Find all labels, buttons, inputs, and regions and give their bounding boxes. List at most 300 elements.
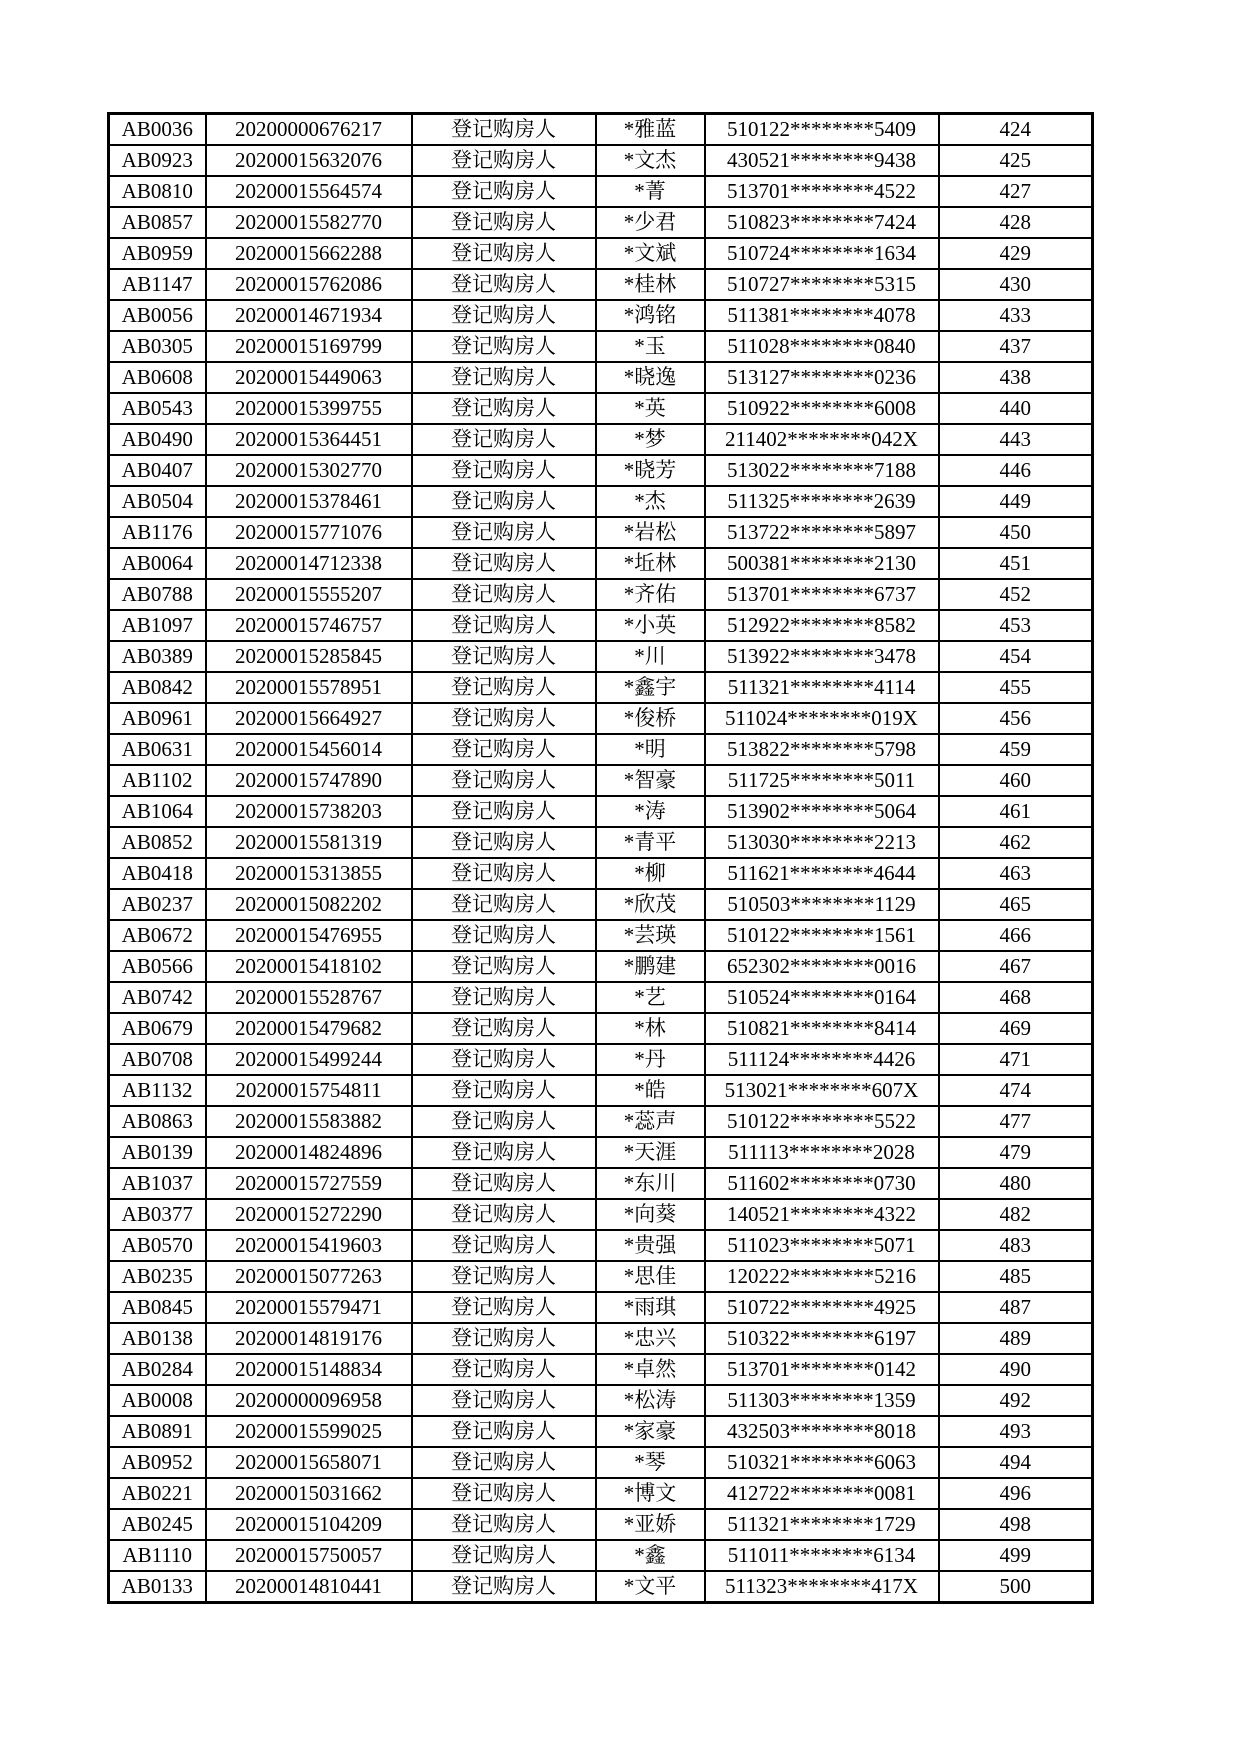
cell-masked-name: *芸瑛 <box>596 920 705 951</box>
cell-registration-number: 20200015364451 <box>206 424 412 455</box>
cell-sequence-number: 492 <box>939 1385 1093 1416</box>
table-row <box>109 176 1093 207</box>
cell-sequence-number: 500 <box>939 1571 1093 1603</box>
cell-role-label: 登记购房人 <box>412 176 596 207</box>
table-row <box>109 1571 1093 1603</box>
cell-sequence-number: 468 <box>939 982 1093 1013</box>
cell-applicant-code: AB0139 <box>109 1137 206 1168</box>
cell-registration-number: 20200015499244 <box>206 1044 412 1075</box>
cell-masked-name: *贵强 <box>596 1230 705 1261</box>
buyer-registration-table <box>107 112 1094 1604</box>
cell-applicant-code: AB0138 <box>109 1323 206 1354</box>
table-row <box>109 1168 1093 1199</box>
cell-role-label: 登记购房人 <box>412 889 596 920</box>
table-row <box>109 579 1093 610</box>
cell-masked-name: *鹏建 <box>596 951 705 982</box>
cell-masked-name: *文斌 <box>596 238 705 269</box>
cell-masked-id-number: 511325********2639 <box>705 486 939 517</box>
cell-role-label: 登记购房人 <box>412 1354 596 1385</box>
cell-applicant-code: AB0133 <box>109 1571 206 1603</box>
cell-masked-id-number: 511024********019X <box>705 703 939 734</box>
cell-masked-name: *雅蓝 <box>596 114 705 146</box>
cell-masked-name: *晓逸 <box>596 362 705 393</box>
cell-applicant-code: AB1097 <box>109 610 206 641</box>
cell-sequence-number: 443 <box>939 424 1093 455</box>
table-row <box>109 1354 1093 1385</box>
cell-applicant-code: AB1110 <box>109 1540 206 1571</box>
cell-role-label: 登记购房人 <box>412 765 596 796</box>
cell-role-label: 登记购房人 <box>412 1416 596 1447</box>
table-row <box>109 1478 1093 1509</box>
cell-applicant-code: AB0407 <box>109 455 206 486</box>
cell-sequence-number: 493 <box>939 1416 1093 1447</box>
table-row <box>109 858 1093 889</box>
cell-sequence-number: 463 <box>939 858 1093 889</box>
cell-masked-name: *欣茂 <box>596 889 705 920</box>
cell-applicant-code: AB0221 <box>109 1478 206 1509</box>
cell-masked-name: *鸿铭 <box>596 300 705 331</box>
cell-applicant-code: AB0679 <box>109 1013 206 1044</box>
cell-masked-id-number: 510821********8414 <box>705 1013 939 1044</box>
table-row <box>109 114 1093 146</box>
cell-masked-id-number: 513922********3478 <box>705 641 939 672</box>
cell-role-label: 登记购房人 <box>412 455 596 486</box>
cell-masked-id-number: 510122********5409 <box>705 114 939 146</box>
cell-sequence-number: 487 <box>939 1292 1093 1323</box>
cell-role-label: 登记购房人 <box>412 920 596 951</box>
cell-applicant-code: AB0857 <box>109 207 206 238</box>
cell-applicant-code: AB1147 <box>109 269 206 300</box>
cell-masked-name: *向葵 <box>596 1199 705 1230</box>
cell-registration-number: 20200015313855 <box>206 858 412 889</box>
cell-applicant-code: AB0845 <box>109 1292 206 1323</box>
cell-registration-number: 20200015662288 <box>206 238 412 269</box>
cell-sequence-number: 427 <box>939 176 1093 207</box>
cell-applicant-code: AB0961 <box>109 703 206 734</box>
cell-sequence-number: 455 <box>939 672 1093 703</box>
cell-applicant-code: AB0245 <box>109 1509 206 1540</box>
cell-role-label: 登记购房人 <box>412 1478 596 1509</box>
cell-registration-number: 20200015148834 <box>206 1354 412 1385</box>
cell-applicant-code: AB0842 <box>109 672 206 703</box>
cell-applicant-code: AB1132 <box>109 1075 206 1106</box>
cell-role-label: 登记购房人 <box>412 1044 596 1075</box>
cell-sequence-number: 498 <box>939 1509 1093 1540</box>
cell-role-label: 登记购房人 <box>412 548 596 579</box>
cell-masked-id-number: 513127********0236 <box>705 362 939 393</box>
cell-masked-id-number: 412722********0081 <box>705 1478 939 1509</box>
table-row <box>109 238 1093 269</box>
cell-masked-id-number: 511113********2028 <box>705 1137 939 1168</box>
cell-masked-id-number: 652302********0016 <box>705 951 939 982</box>
table-row <box>109 734 1093 765</box>
cell-registration-number: 20200015169799 <box>206 331 412 362</box>
cell-role-label: 登记购房人 <box>412 703 596 734</box>
cell-sequence-number: 482 <box>939 1199 1093 1230</box>
cell-applicant-code: AB1064 <box>109 796 206 827</box>
cell-masked-name: *菁 <box>596 176 705 207</box>
cell-registration-number: 20200000676217 <box>206 114 412 146</box>
table-row <box>109 827 1093 858</box>
cell-masked-name: *卓然 <box>596 1354 705 1385</box>
cell-applicant-code: AB0305 <box>109 331 206 362</box>
cell-masked-id-number: 510122********5522 <box>705 1106 939 1137</box>
table-row <box>109 517 1093 548</box>
cell-role-label: 登记购房人 <box>412 517 596 548</box>
cell-registration-number: 20200014712338 <box>206 548 412 579</box>
cell-masked-id-number: 513030********2213 <box>705 827 939 858</box>
cell-registration-number: 20200015528767 <box>206 982 412 1013</box>
cell-role-label: 登记购房人 <box>412 1323 596 1354</box>
cell-masked-name: *雨琪 <box>596 1292 705 1323</box>
cell-sequence-number: 483 <box>939 1230 1093 1261</box>
cell-masked-name: *艺 <box>596 982 705 1013</box>
table-row <box>109 1447 1093 1478</box>
cell-registration-number: 20200015479682 <box>206 1013 412 1044</box>
cell-sequence-number: 471 <box>939 1044 1093 1075</box>
table-row <box>109 920 1093 951</box>
cell-registration-number: 20200015582770 <box>206 207 412 238</box>
cell-masked-id-number: 511621********4644 <box>705 858 939 889</box>
cell-masked-name: *齐佑 <box>596 579 705 610</box>
cell-masked-name: *英 <box>596 393 705 424</box>
table-row <box>109 362 1093 393</box>
cell-applicant-code: AB0952 <box>109 1447 206 1478</box>
cell-masked-id-number: 511321********1729 <box>705 1509 939 1540</box>
cell-role-label: 登记购房人 <box>412 424 596 455</box>
cell-registration-number: 20200015579471 <box>206 1292 412 1323</box>
cell-registration-number: 20200015578951 <box>206 672 412 703</box>
table-row <box>109 269 1093 300</box>
cell-applicant-code: AB0708 <box>109 1044 206 1075</box>
cell-registration-number: 20200015762086 <box>206 269 412 300</box>
cell-masked-name: *智豪 <box>596 765 705 796</box>
cell-registration-number: 20200015456014 <box>206 734 412 765</box>
cell-sequence-number: 469 <box>939 1013 1093 1044</box>
cell-role-label: 登记购房人 <box>412 827 596 858</box>
cell-role-label: 登记购房人 <box>412 1540 596 1571</box>
cell-masked-name: *博文 <box>596 1478 705 1509</box>
cell-masked-id-number: 511303********1359 <box>705 1385 939 1416</box>
cell-sequence-number: 430 <box>939 269 1093 300</box>
cell-sequence-number: 450 <box>939 517 1093 548</box>
cell-applicant-code: AB0504 <box>109 486 206 517</box>
cell-sequence-number: 465 <box>939 889 1093 920</box>
cell-applicant-code: AB1102 <box>109 765 206 796</box>
cell-role-label: 登记购房人 <box>412 393 596 424</box>
cell-role-label: 登记购房人 <box>412 1230 596 1261</box>
cell-registration-number: 20200015750057 <box>206 1540 412 1571</box>
cell-applicant-code: AB1037 <box>109 1168 206 1199</box>
cell-masked-name: *鑫 <box>596 1540 705 1571</box>
cell-applicant-code: AB0418 <box>109 858 206 889</box>
cell-sequence-number: 433 <box>939 300 1093 331</box>
cell-sequence-number: 496 <box>939 1478 1093 1509</box>
cell-registration-number: 20200015077263 <box>206 1261 412 1292</box>
cell-masked-id-number: 510922********6008 <box>705 393 939 424</box>
cell-role-label: 登记购房人 <box>412 982 596 1013</box>
table-row <box>109 1013 1093 1044</box>
cell-sequence-number: 451 <box>939 548 1093 579</box>
cell-masked-id-number: 510722********4925 <box>705 1292 939 1323</box>
cell-masked-id-number: 511381********4078 <box>705 300 939 331</box>
cell-role-label: 登记购房人 <box>412 269 596 300</box>
cell-registration-number: 20200014810441 <box>206 1571 412 1603</box>
cell-applicant-code: AB0543 <box>109 393 206 424</box>
cell-masked-id-number: 513701********6737 <box>705 579 939 610</box>
cell-role-label: 登记购房人 <box>412 858 596 889</box>
cell-sequence-number: 479 <box>939 1137 1093 1168</box>
cell-masked-id-number: 511725********5011 <box>705 765 939 796</box>
cell-masked-name: *松涛 <box>596 1385 705 1416</box>
cell-masked-name: *明 <box>596 734 705 765</box>
cell-masked-id-number: 513722********5897 <box>705 517 939 548</box>
table-row <box>109 796 1093 827</box>
cell-applicant-code: AB0959 <box>109 238 206 269</box>
cell-masked-id-number: 511011********6134 <box>705 1540 939 1571</box>
cell-applicant-code: AB0235 <box>109 1261 206 1292</box>
cell-masked-name: *少君 <box>596 207 705 238</box>
cell-sequence-number: 446 <box>939 455 1093 486</box>
table-row <box>109 1385 1093 1416</box>
cell-sequence-number: 489 <box>939 1323 1093 1354</box>
cell-masked-id-number: 211402********042X <box>705 424 939 455</box>
cell-applicant-code: AB0008 <box>109 1385 206 1416</box>
table-row <box>109 1323 1093 1354</box>
cell-registration-number: 20200015746757 <box>206 610 412 641</box>
cell-masked-name: *坵林 <box>596 548 705 579</box>
cell-masked-name: *青平 <box>596 827 705 858</box>
cell-applicant-code: AB0923 <box>109 145 206 176</box>
cell-masked-name: *思佳 <box>596 1261 705 1292</box>
cell-masked-name: *柳 <box>596 858 705 889</box>
cell-applicant-code: AB0742 <box>109 982 206 1013</box>
cell-masked-name: *川 <box>596 641 705 672</box>
cell-masked-id-number: 510321********6063 <box>705 1447 939 1478</box>
cell-masked-name: *桂林 <box>596 269 705 300</box>
cell-applicant-code: AB0566 <box>109 951 206 982</box>
cell-masked-id-number: 512922********8582 <box>705 610 939 641</box>
table-body <box>109 114 1093 1603</box>
cell-masked-id-number: 511023********5071 <box>705 1230 939 1261</box>
cell-role-label: 登记购房人 <box>412 734 596 765</box>
table-row <box>109 1044 1093 1075</box>
cell-masked-id-number: 500381********2130 <box>705 548 939 579</box>
table-row <box>109 1540 1093 1571</box>
cell-masked-id-number: 430521********9438 <box>705 145 939 176</box>
cell-registration-number: 20200015581319 <box>206 827 412 858</box>
cell-registration-number: 20200015285845 <box>206 641 412 672</box>
cell-registration-number: 20200015583882 <box>206 1106 412 1137</box>
table-row <box>109 1199 1093 1230</box>
table-row <box>109 455 1093 486</box>
cell-applicant-code: AB0608 <box>109 362 206 393</box>
cell-sequence-number: 454 <box>939 641 1093 672</box>
cell-registration-number: 20200015419603 <box>206 1230 412 1261</box>
cell-applicant-code: AB0056 <box>109 300 206 331</box>
cell-masked-name: *小英 <box>596 610 705 641</box>
cell-masked-name: *文杰 <box>596 145 705 176</box>
cell-masked-id-number: 510322********6197 <box>705 1323 939 1354</box>
cell-registration-number: 20200015727559 <box>206 1168 412 1199</box>
cell-masked-name: *俊桥 <box>596 703 705 734</box>
cell-role-label: 登记购房人 <box>412 641 596 672</box>
table-row <box>109 703 1093 734</box>
cell-sequence-number: 485 <box>939 1261 1093 1292</box>
cell-masked-name: *皓 <box>596 1075 705 1106</box>
cell-masked-id-number: 432503********8018 <box>705 1416 939 1447</box>
cell-masked-id-number: 511321********4114 <box>705 672 939 703</box>
table-row <box>109 951 1093 982</box>
cell-registration-number: 20200015564574 <box>206 176 412 207</box>
cell-masked-id-number: 510122********1561 <box>705 920 939 951</box>
cell-masked-id-number: 510823********7424 <box>705 207 939 238</box>
cell-registration-number: 20200015664927 <box>206 703 412 734</box>
cell-applicant-code: AB0891 <box>109 1416 206 1447</box>
cell-applicant-code: AB0284 <box>109 1354 206 1385</box>
cell-applicant-code: AB0863 <box>109 1106 206 1137</box>
cell-sequence-number: 477 <box>939 1106 1093 1137</box>
cell-masked-name: *鑫宇 <box>596 672 705 703</box>
cell-role-label: 登记购房人 <box>412 1447 596 1478</box>
cell-sequence-number: 453 <box>939 610 1093 641</box>
cell-registration-number: 20200015031662 <box>206 1478 412 1509</box>
cell-sequence-number: 425 <box>939 145 1093 176</box>
cell-masked-name: *杰 <box>596 486 705 517</box>
cell-role-label: 登记购房人 <box>412 610 596 641</box>
table-row <box>109 1106 1093 1137</box>
table-row <box>109 1292 1093 1323</box>
cell-applicant-code: AB0852 <box>109 827 206 858</box>
cell-role-label: 登记购房人 <box>412 1261 596 1292</box>
table-row <box>109 1416 1093 1447</box>
cell-applicant-code: AB1176 <box>109 517 206 548</box>
cell-registration-number: 20200015104209 <box>206 1509 412 1540</box>
cell-registration-number: 20200015418102 <box>206 951 412 982</box>
cell-role-label: 登记购房人 <box>412 114 596 146</box>
cell-registration-number: 20200014819176 <box>206 1323 412 1354</box>
cell-sequence-number: 460 <box>939 765 1093 796</box>
cell-masked-name: *东川 <box>596 1168 705 1199</box>
cell-masked-name: *亚娇 <box>596 1509 705 1540</box>
cell-masked-id-number: 510724********1634 <box>705 238 939 269</box>
cell-sequence-number: 467 <box>939 951 1093 982</box>
cell-role-label: 登记购房人 <box>412 1509 596 1540</box>
table-row <box>109 1261 1093 1292</box>
cell-role-label: 登记购房人 <box>412 145 596 176</box>
table-row <box>109 1137 1093 1168</box>
table-row <box>109 610 1093 641</box>
cell-sequence-number: 490 <box>939 1354 1093 1385</box>
cell-applicant-code: AB0377 <box>109 1199 206 1230</box>
cell-sequence-number: 440 <box>939 393 1093 424</box>
cell-masked-id-number: 513021********607X <box>705 1075 939 1106</box>
table-row <box>109 486 1093 517</box>
cell-masked-name: *文平 <box>596 1571 705 1603</box>
cell-role-label: 登记购房人 <box>412 672 596 703</box>
cell-masked-name: *玉 <box>596 331 705 362</box>
cell-sequence-number: 466 <box>939 920 1093 951</box>
cell-registration-number: 20200015302770 <box>206 455 412 486</box>
cell-role-label: 登记购房人 <box>412 238 596 269</box>
cell-sequence-number: 459 <box>939 734 1093 765</box>
cell-sequence-number: 499 <box>939 1540 1093 1571</box>
table-row <box>109 1075 1093 1106</box>
cell-masked-id-number: 513822********5798 <box>705 734 939 765</box>
table-row <box>109 145 1093 176</box>
cell-registration-number: 20200015378461 <box>206 486 412 517</box>
cell-registration-number: 20200015754811 <box>206 1075 412 1106</box>
cell-masked-name: *丹 <box>596 1044 705 1075</box>
cell-masked-id-number: 511602********0730 <box>705 1168 939 1199</box>
cell-registration-number: 20200015476955 <box>206 920 412 951</box>
cell-masked-id-number: 513701********4522 <box>705 176 939 207</box>
cell-role-label: 登记购房人 <box>412 1106 596 1137</box>
cell-registration-number: 20200015449063 <box>206 362 412 393</box>
table-row <box>109 548 1093 579</box>
table-row <box>109 424 1093 455</box>
cell-sequence-number: 461 <box>939 796 1093 827</box>
cell-registration-number: 20200015272290 <box>206 1199 412 1230</box>
cell-registration-number: 20200015771076 <box>206 517 412 548</box>
cell-role-label: 登记购房人 <box>412 362 596 393</box>
cell-masked-id-number: 513022********7188 <box>705 455 939 486</box>
table-row <box>109 207 1093 238</box>
cell-sequence-number: 452 <box>939 579 1093 610</box>
cell-masked-id-number: 510727********5315 <box>705 269 939 300</box>
cell-registration-number: 20200015082202 <box>206 889 412 920</box>
cell-role-label: 登记购房人 <box>412 951 596 982</box>
cell-masked-name: *林 <box>596 1013 705 1044</box>
cell-registration-number: 20200015658071 <box>206 1447 412 1478</box>
cell-sequence-number: 449 <box>939 486 1093 517</box>
cell-sequence-number: 428 <box>939 207 1093 238</box>
table-row <box>109 331 1093 362</box>
cell-applicant-code: AB0672 <box>109 920 206 951</box>
cell-masked-id-number: 510503********1129 <box>705 889 939 920</box>
table-row <box>109 300 1093 331</box>
cell-role-label: 登记购房人 <box>412 1075 596 1106</box>
cell-applicant-code: AB0237 <box>109 889 206 920</box>
cell-masked-id-number: 511323********417X <box>705 1571 939 1603</box>
cell-registration-number: 20200015599025 <box>206 1416 412 1447</box>
cell-registration-number: 20200000096958 <box>206 1385 412 1416</box>
cell-sequence-number: 429 <box>939 238 1093 269</box>
cell-registration-number: 20200014824896 <box>206 1137 412 1168</box>
cell-role-label: 登记购房人 <box>412 1168 596 1199</box>
cell-masked-id-number: 511028********0840 <box>705 331 939 362</box>
cell-role-label: 登记购房人 <box>412 207 596 238</box>
table-row <box>109 672 1093 703</box>
cell-registration-number: 20200015555207 <box>206 579 412 610</box>
cell-masked-name: *梦 <box>596 424 705 455</box>
cell-masked-name: *琴 <box>596 1447 705 1478</box>
cell-applicant-code: AB0389 <box>109 641 206 672</box>
cell-role-label: 登记购房人 <box>412 1137 596 1168</box>
cell-masked-name: *天涯 <box>596 1137 705 1168</box>
table-row <box>109 889 1093 920</box>
cell-role-label: 登记购房人 <box>412 796 596 827</box>
cell-registration-number: 20200015632076 <box>206 145 412 176</box>
table-row <box>109 393 1093 424</box>
cell-registration-number: 20200015747890 <box>206 765 412 796</box>
cell-registration-number: 20200015399755 <box>206 393 412 424</box>
cell-applicant-code: AB0490 <box>109 424 206 455</box>
cell-registration-number: 20200014671934 <box>206 300 412 331</box>
cell-role-label: 登记购房人 <box>412 1013 596 1044</box>
cell-sequence-number: 438 <box>939 362 1093 393</box>
cell-applicant-code: AB0036 <box>109 114 206 146</box>
